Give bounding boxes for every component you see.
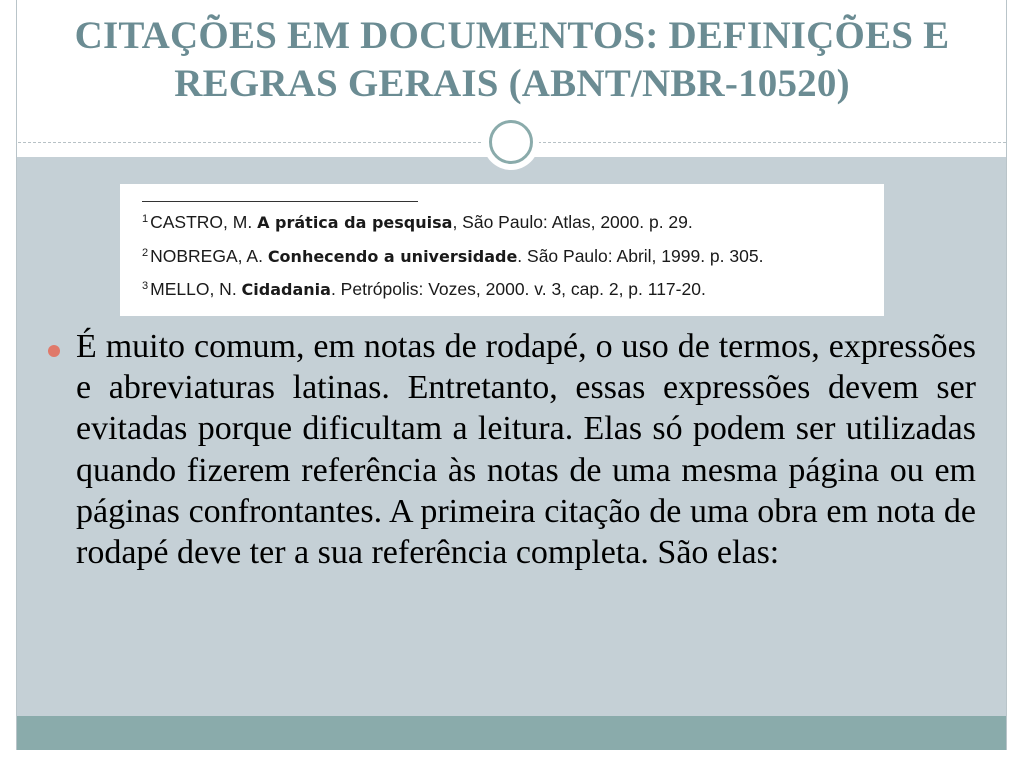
footnote-author: MELLO, N.: [150, 279, 242, 299]
footnote-title: Conhecendo a universidade: [267, 247, 518, 266]
ornament-ring: [489, 120, 533, 164]
footnote-reference: [142, 208, 693, 234]
circle-ring-icon: [483, 114, 539, 170]
footnote-title: A prática da pesquisa: [257, 213, 453, 232]
footnote-references-image: [120, 184, 884, 316]
bullet-item: [48, 326, 976, 573]
bullet-text: É muito comum, em notas de rodapé, o uso de termos, expressões e abreviaturas latinas. Entretanto, essas expressões devem ser evitadas porque dificultam a leitura. Elas só podem ser utilizadas quando fizerem referência às notas de uma mesma página ou em páginas confrontantes. A primeira citação de uma obra em nota de rodapé deve ter a sua referência completa. São elas:: [76, 328, 976, 572]
slide-frame-right: [1006, 0, 1007, 750]
footnote-reference: [142, 242, 763, 268]
slide-title: CITAÇÕES EM DOCUMENTOS: DEFINIÇÕES E REGRAS GERAIS (ABNT/NBR-10520): [74, 14, 950, 105]
footnote-details: , São Paulo: Atlas, 2000. p. 29.: [452, 212, 693, 232]
footnote-details: . Petrópolis: Vozes, 2000. v. 3, cap. 2, p. 117-20.: [330, 279, 706, 299]
footnote-separator: [142, 201, 418, 202]
footnote-reference: [142, 275, 706, 301]
bullet-dot-icon: [48, 345, 60, 357]
footer-band: [17, 716, 1006, 750]
footnote-title: Cidadania: [241, 280, 331, 299]
footnote-author: CASTRO, M.: [150, 212, 258, 232]
footnote-number: 1: [142, 213, 149, 225]
footnote-author: NOBREGA, A.: [150, 246, 268, 266]
footnote-number: 3: [142, 280, 149, 292]
footnote-number: 2: [142, 247, 149, 259]
footnote-details: . São Paulo: Abril, 1999. p. 305.: [517, 246, 764, 266]
